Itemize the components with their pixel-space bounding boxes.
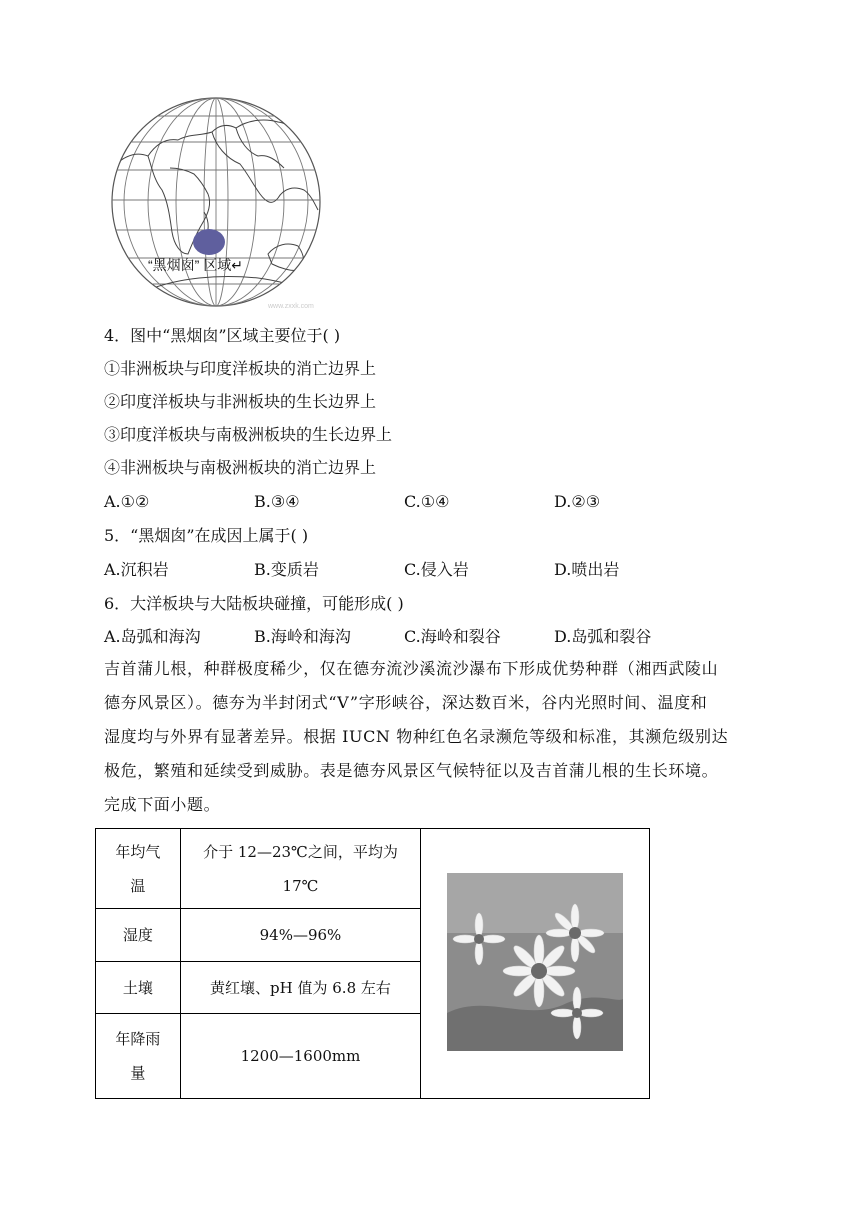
figure-label: “黑烟囱” 区域↵ [148,257,243,273]
table-row [96,829,650,909]
passage-line: 极危，繁殖和延续受到威胁。表是德夯风景区气候特征以及吉首蒲儿根的生长环境。 [104,761,719,780]
passage [104,652,754,822]
flower-photo-cell [421,829,650,1099]
black-chimney-marker [193,229,225,255]
statement-3: ③印度洋板块与南极洲板块的生长边界上 [104,425,393,444]
passage-line: 德夯风景区）。德夯为半封闭式“V”字形峡谷，深达数百米，谷内光照时间、温度和 [104,693,708,712]
climate-table [95,828,650,1099]
option-b: B.海岭和海沟 [254,627,351,646]
option-a: A.沉积岩 [104,560,169,579]
watermark: www.zxxk.com [268,303,314,310]
row-value-soil: 黄红壤、pH 值为 6.8 左右 [180,962,420,1014]
option-b: B.变质岩 [254,560,319,579]
question-6-stem: 6．大洋板块与大陆板块碰撞，可能形成( ) [104,594,404,613]
row-value-rainfall: 1200—1600mm [180,1014,420,1099]
option-c: C.侵入岩 [404,560,469,579]
row-label-temperature: 年均气 温 [96,829,181,909]
passage-line: 吉首蒲儿根，种群极度稀少，仅在德夯流沙溪流沙瀑布下形成优势种群（湘西武陵山 [104,659,719,678]
question-5-options [104,559,664,581]
option-c: C.海岭和裂谷 [404,627,501,646]
option-d: D.岛弧和裂谷 [554,627,652,646]
question-6-options [104,626,664,648]
row-value-humidity: 94%—96% [180,909,420,962]
option-a: A.①② [104,492,150,511]
option-d: D.②③ [554,492,601,511]
question-5-stem: 5．“黑烟囱”在成因上属于( ) [104,526,309,545]
row-value-temperature: 介于 12—23℃之间，平均为 17℃ [180,829,420,909]
globe-map [108,94,324,316]
option-d: D.喷出岩 [554,560,620,579]
question-4-options [104,491,664,513]
row-label-rainfall: 年降雨 量 [96,1014,181,1099]
statement-2: ②印度洋板块与非洲板块的生长边界上 [104,392,377,411]
flower-photo [447,873,623,1051]
statement-1: ①非洲板块与印度洋板块的消亡边界上 [104,359,377,378]
globe-figure [108,94,324,316]
row-label-humidity: 湿度 [96,909,181,962]
option-b: B.③④ [254,492,300,511]
passage-line: 完成下面小题。 [104,795,221,814]
question-4-stem: 4．图中“黑烟囱”区域主要位于( ) [104,326,341,345]
statement-4: ④非洲板块与南极洲板块的消亡边界上 [104,458,377,477]
row-label-soil: 土壤 [96,962,181,1014]
option-c: C.①④ [404,492,450,511]
option-a: A.岛弧和海沟 [104,627,201,646]
passage-line: 湿度均与外界有显著差异。根据 IUCN 物种红色名录濒危等级和标准，其濒危级别达 [104,727,729,746]
